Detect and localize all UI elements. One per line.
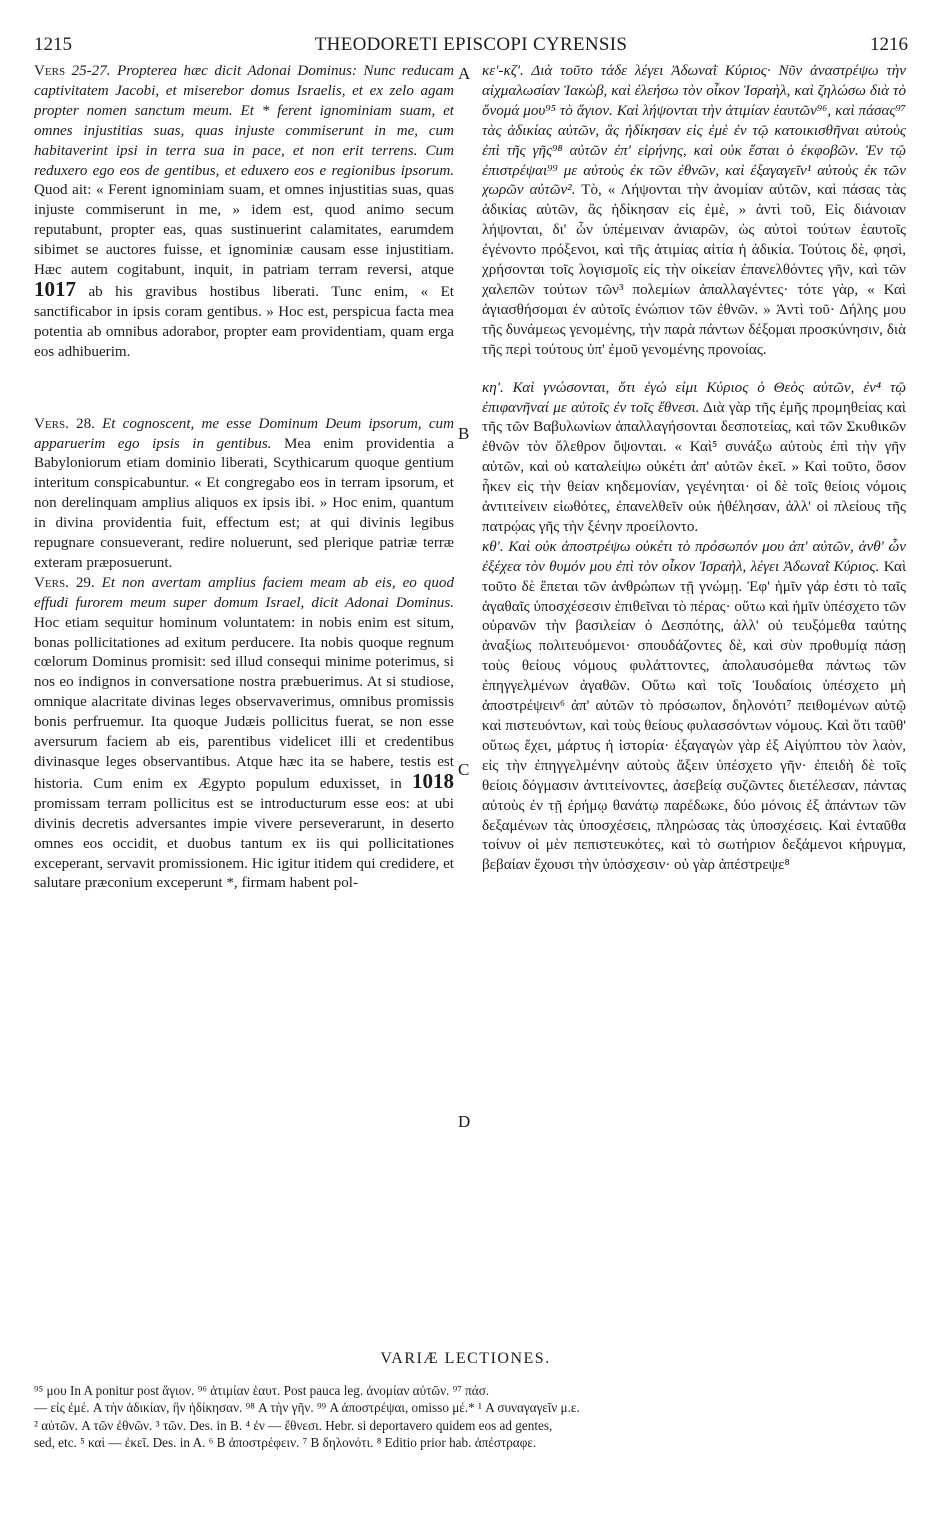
verse-heading: κε'-κζ'. Διὰ τοῦτο τάδε λέγει Ἀδωναῒ Κύριος· Νῦν ἀναστρέψω τὴν αἰχμαλωσίαν Ἰακὼβ, καὶ ἐλεήσω τὸν οἶκον Ἰσραὴλ, καὶ ζηλώσω διὰ τὸ ὄνομά μου⁹⁵ τὸ ἅγιον. Καὶ λήψονται τὴν ἀτιμίαν ἑαυτῶν⁹⁶, καὶ πάσας⁹⁷ τὰς ἀδικίας αὐτῶν, ἃς ἠδίκησαν εἰς ἐμὲ ἐν τῷ κατοικισθῆναι αὐτοὺς ἐπὶ τῆς γῆς⁹⁸ αὐτῶν ἐπ' εἰρήνης, καὶ οὐκ ἔσται ὁ ἐκφοβῶν. Ἐν τῷ ἐπιστρέψαι⁹⁹ με αὐτοὺς ἐκ τῶν ἐθνῶν, καὶ ἐξαγαγεῖν¹ αὐτοὺς ἐκ τῶν χωρῶν αὐτῶν². — [482, 63, 906, 199]
variae-lectiones-heading: VARIÆ LECTIONES. — [380, 1350, 551, 1367]
commentary-text: promissam terram pollicitus est se introducturum esse eos: at ubi divinis decretis adversantes impie vivere perseverarunt, in deserto omnes eos occidit, et duobus tantum ex iis qui pollicitationes exceperant, servavit promissionem. Hic igitur itidem qui credidere, et salutare præconium exceperunt *, firmam habent pol- — [34, 795, 454, 892]
margin-marker-b: B — [458, 424, 470, 443]
verse-heading: κθ'. Καὶ οὐκ ἀποστρέψω οὐκέτι τὸ πρόσωπόν μου ἀπ' αὐτῶν, ἀνθ' ὧν ἐξέχεα τὸν θυμόν μου ἐπὶ τὸν οἶκον Ἰσραὴλ, λέγει Ἀδωναῒ Κύριος. — [482, 538, 906, 575]
commentary-text: Διὰ γὰρ τῆς ἐμῆς προμηθείας καὶ τῆς τῶν Βαβυλωνίων ἀπαλλαγήσονται δεσποτείας, καὶ τῶν Σκυθικῶν ἐθνῶν τὸν ὄλεθρον ὄψονται. « Καὶ⁵ συνάξω αὐτοὺς ἐπὶ τὴν γῆν αὐτῶν, καὶ οὐ καταλείψω οὐκέτι ἀπ' αὐτῶν ἐκεῖ. » Καὶ τοῦτο, ὅσον ἧκεν εἰς τὴν θείαν κηδεμονίαν, γεγένηται· οἱ δὲ τοῖς θείοις νόμοις ἀντιτείνειν εἰωθότες, ἐπανελθεῖν οὐκ ἠθέλησαν, ἀλλ' οἱ πλείους τῆς πατρῴας γῆς τὴν ξένην προείλοντο. — [482, 399, 906, 535]
page-number-right: 1216 — [870, 34, 908, 55]
verse-number: 28. — [76, 415, 95, 432]
latin-column — [34, 62, 454, 1362]
margin-marker-a: A — [458, 64, 471, 83]
commentary-text: Καὶ τοῦτο δὲ ἕπεται τῶν ἀνθρώπων τῇ γνώμῃ. Ἐφ' ἡμῖν γάρ ἐστι τὸ ταῖς ἀγαθαῖς ὑποσχέσεσιν ἐπιθεῖναι τὸ πέρας· οὕτω καὶ ἡμῖν ὑπέσχετο τῶν οὐρανῶν τὴν βασιλείαν ὁ Δεσπότης, ἀλλ' οὐ τευξόμεθα ταύτης ἀναξίως πολιτευόμενοι· σπουδάζοντες δὲ, καὶ σὺν προθυμίᾳ πάσῃ τοὺς θείους νόμους φυλάττοντες, ἀπολαυσόμεθα πάντως τῶν ἐπηγγελμένων ἀγαθῶν. Οὕτω καὶ τοῖς Ἰουδαίοις ὑπέσχετο μὴ ἀποστρέψειν⁶ ἀπ' αὐτῶν τὸ πρόσωπον, δηλονότι⁷ πειθομένων αὐτῷ καὶ πιστευόντων, καὶ τοὺς θείους φυλασσόντων νόμους. Καὶ ὅτι ταῦθ' οὕτως ἔχει, μάρτυς ἡ ἱστορία· ἐξαγαγὼν γὰρ ἐξ Αἰγύπτου τὸν λαὸν, εἰς τὴν ἐπηγγελμένην αὐτοὺς ἄξειν ὑπέσχετο γῆν· ἐπειδὴ δὲ τοῖς θείοις δόγμασιν ἀντιτείνοντες, ἀσεβείᾳ συζῶντες διετέλεσαν, πάντας αὐτοὺς ἐν τῇ ἐρήμῳ θανάτῳ παρέδωκε, δύο μόνοις ἐξ ἁπάντων τῶν δεξαμένων τὰς ὑποσχέσεις, πληρώσας τὰς ὑποσχέσεις. Καὶ ἐνταῦθα τοίνυν οἱ μὲν πεπιστευκότες, καὶ τὸ σωτήριον δεξάμενοι κήρυγμα, βεβαίαν ἔχουσι τὴν ὑπόσχεσιν· οὐ γὰρ ἀπέστρεψε⁸ — [482, 558, 906, 874]
latin-paragraph-1 — [34, 62, 454, 363]
verse-heading: Et non avertam amplius faciem meam ab eis, eo quod effudi furorem meum super domum Israel, dicit Adonai Dominus. — [34, 574, 454, 611]
variant-note-line: ² αὐτῶν. A τῶν ἐθνῶν. ³ τῶν. Des. in B. ⁴ ἐν — ἔθνεσι. Hebr. si deportavero quidem eos ad gentes, — [34, 1417, 553, 1433]
column-number: 1017 — [34, 276, 76, 301]
commentary-text: ab his gravibus hostibus liberati. Tunc enim, « Et sanctificabor in ipsis coram gentibus. » Hoc est, perspicua facta mea potentia ab omnibus adorabor, propter eam providentiam, quam erga eos adhibuerim. — [34, 283, 454, 360]
verse-label: Vers — [34, 63, 66, 79]
verse-number: 29. — [75, 574, 95, 591]
verse-heading: κη'. Καὶ γνώσονται, ὅτι ἐγώ εἰμι Κύριος ὁ Θεὸς αὐτῶν, ἐν⁴ τῷ ἐπιφανῆναί με αὐτοῖς ἐν τοῖς ἔθνεσι. — [482, 379, 906, 416]
running-title: THEODORETI EPISCOPI CYRENSIS — [314, 34, 628, 55]
column-number: 1018 — [412, 768, 454, 793]
verse-heading: Et cognoscent, me esse Dominum Deum ipsorum, cum apparuerim ego ipsis in gentibus. — [34, 415, 454, 452]
variant-note-line: ⁹⁵ μου In A ponitur post ἅγιον. ⁹⁶ ἀτιμίαν ἑαυτ. Post pauca leg. ἀνομίαν αὐτῶν. ⁹⁷ πάσ. — [34, 1383, 490, 1398]
margin-marker-c: C — [458, 760, 470, 779]
verse-label: Vers. — [34, 574, 69, 591]
margin-marker-d: D — [458, 1112, 471, 1131]
commentary-text: Mea enim providentia a Babyloniorum etiam dominio liberati, Scythicarum quoque gentium interitum conspicabuntur. « Et congregabo eos in terram ipsorum, et non derelinquam amplius aliquos ex ipsis ibi. » Hoc enim, quantum in divina providentia fuit, effectum est; at qui divinis legibus repugnare consueverant, redire noluerunt, sed plerique patriæ terræ exteram præposuerunt. — [34, 435, 454, 571]
variant-note-line: — εἰς ἐμέ. A τὴν ἀδικίαν, ἣν ἠδίκησαν. ⁹⁸ A τὴν γῆν. ⁹⁹ A ἀποστρέψαι, omisso μέ.* ¹ A συναγαγεῖν μ.ε. — [34, 1400, 580, 1416]
verse-heading: 25-27. Propterea hæc dicit Adonai Dominus: Nunc reducam captivitatem Jacobi, et miserebor domus Israelis, et ex zelo agam propter nomen sanctum meum. Et * ferent ignominiam suam, et omnes injustitias suas, quas injuste commiserunt in me, cum habitaverint ipsi in terra sua in pace, et non erit terrens. Cum reduxero ego eos de gentibus, et eduxero eos e regionibus ipsorum. — [34, 63, 454, 179]
page-number-left: 1215 — [34, 34, 72, 55]
commentary-text: Hoc etiam sequitur hominum voluntatem: in nobis enim est situm, bonas pollicitationes ad exitum perducere. Ita nobis quoque regnum cœlorum Dominus promisit: sed illud consequi minime poterimus, si nos eo indignos in conversatione nostra præbuerimus. At si studiose, omnique alacritate divinas leges observaverimus, omnibus promissis bonis perfruemur. Ita quoque Judæis pollicitus fuerat, se non esse aversurum faciem ab eis, parentibus videlicet illi et credentibus divinasque leges observantibus. Atque hæc ita se habere, testis est historia. Cum enim ex Ægypto populum eduxisset, in — [34, 614, 454, 792]
page-header — [34, 34, 908, 58]
latin-paragraph-3 — [34, 574, 454, 895]
verse-label: Vers. — [34, 415, 69, 432]
commentary-text: Quod ait: « Ferent ignominiam suam, et omnes injustitias suas, quas injuste commiserunt in me, » idem est, quod animo secum reputabunt, propter eas, quas sustinuerint calamitates, earumdem sibimet se auctores fuisse, et ignominiæ causam esse injustitiam. Hæc autem cogitabunt, inquit, in patriam terram reversi, atque — [34, 182, 454, 279]
latin-paragraph-2 — [34, 415, 454, 574]
variae-lectiones-notes — [34, 1382, 908, 1452]
greek-paragraph-2 — [482, 379, 906, 538]
commentary-text: Τὸ, « Λήψονται τὴν ἀνομίαν αὐτῶν, καὶ πάσας τὰς ἀδικίας αὐτῶν, ἃς ἠδίκησαν εἰς ἐμὲ, » ἀντὶ τοῦ, Εἰς διάνοιαν λήψονται, δι' ὧν ὑπέμειναν ἀνιαρῶν, ὡς αὐτοὶ τούτων ἑαυτοῖς ἐγένοντο πρόξενοι, καὶ τῆς ἀτιμίας αἰτία ἡ ἀδικία. Τούτοις δὲ, φησὶ, χρήσονται τοῖς λογισμοῖς εἰς τὴν οἰκείαν ἐπανελθόντες γῆν, καὶ τῶν χαλεπῶν τούτων τῶν³ πολεμίων ἀπαλλαγέντες· τότε γὰρ, « Καὶ ἁγιασθήσομαι ἐν αὐτοῖς ἐνώπιον τῶν ἐθνῶν. » Ἀντὶ τοῦ· Δήλης μου τῆς δυνάμεως γενομένης, τὴν παρὰ πάντων δέξομαι προσκύνησιν, διὰ τῆς περὶ τούτους ὑπ' ἐμοῦ γενομένης προνοίας. — [482, 182, 906, 358]
greek-paragraph-3 — [482, 538, 906, 876]
variant-note-line: sed, etc. ⁵ καὶ — ἐκεῖ. Des. in A. ⁶ B ἀποστρέφειν. ⁷ B δηλονότι. ⁸ Editio prior hab. ἀπέστραφε. — [34, 1435, 537, 1451]
greek-column — [482, 62, 906, 1362]
greek-paragraph-1 — [482, 62, 906, 361]
